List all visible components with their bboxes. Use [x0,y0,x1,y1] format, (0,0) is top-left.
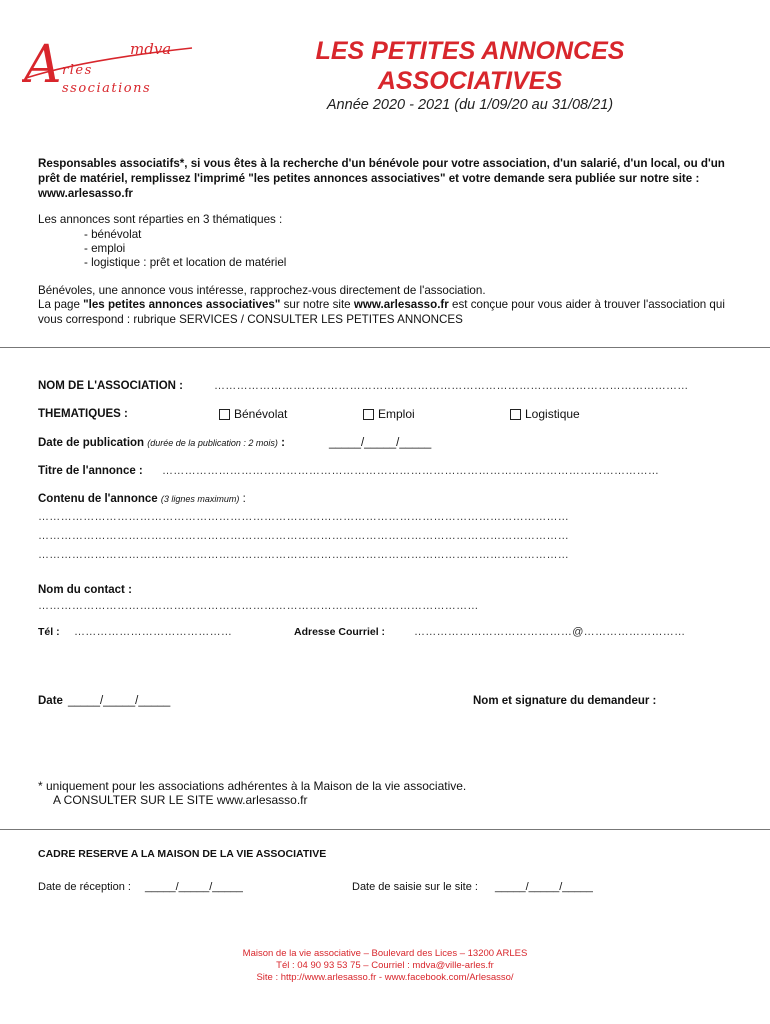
checkbox-benevolat-box[interactable] [219,409,230,420]
page-desc-part3: est conçue pour vous aider à trouver l'association qui vous correspond : rubrique SERVICES / CONSULTER LES PETITES ANNONCES [38,298,725,326]
intro-bold-paragraph [38,156,738,201]
page-title-line2: ASSOCIATIVES [377,67,563,95]
titre-annonce-field[interactable]: …………………………………………………………………………………………………………………… [162,465,660,477]
asterisk-note: * uniquement pour les associations adhérentes à la Maison de la vie associative. [38,779,467,793]
contenu-annonce-colon: : [242,493,246,505]
date-reception-label: Date de réception : [38,881,131,893]
page-description [38,297,738,327]
contenu-annonce-label: Contenu de l'annonce [38,493,158,505]
date-publication-label: Date de publication [38,437,145,449]
checkbox-logistique-label: Logistique [525,407,580,421]
logo-mdva: mdva [130,40,172,58]
adresse-courriel-label: Adresse Courriel : [294,626,386,638]
theme-logistique: - logistique : prêt et location de matériel [84,256,287,269]
nom-association-label: NOM DE L'ASSOCIATION : [38,380,183,392]
checkbox-logistique[interactable] [510,407,580,421]
page-desc-bold2: www.arlesasso.fr [353,298,449,311]
reserved-title: CADRE RESERVE A LA MAISON DE LA VIE ASSOCIATIVE [38,848,327,860]
date-reception-field[interactable]: _____/_____/_____ [145,881,243,893]
nom-contact-label: Nom du contact : [38,584,132,596]
signature-label: Nom et signature du demandeur : [473,695,657,707]
contenu-annonce-note: (3 lignes maximum) [160,494,240,504]
contenu-line-2[interactable]: …………………………………………………………………………………………………………………………… [38,530,570,542]
logo-line2: ssociations [62,81,152,96]
footer-address: Maison de la vie associative – Boulevard des Lices – 13200 ARLES [242,948,528,959]
adresse-courriel-field[interactable]: ……………………………………@……………………… [414,626,686,638]
nom-association-field[interactable]: ……………………………………………………………………………………………………………… [214,380,689,392]
intro-bold-text: Responsables associatifs*, si vous êtes à la recherche d'un bénévole pour votre association, d'un salarié, d'un local, ou d'un prêt de matériel, remplissez l'imprimé "les petites annonces associatives" et votre demande sera publiée sur notre site : www.arlesasso.fr [38,157,725,200]
theme-emploi: - emploi [84,242,126,255]
tel-field[interactable]: …………………………………… [74,626,233,638]
titre-annonce-label: Titre de l'annonce : [38,465,143,477]
checkbox-benevolat-label: Bénévolat [234,407,288,421]
checkbox-emploi[interactable] [363,407,415,421]
theme-benevolat: - bénévolat [84,228,142,241]
benevoles-line: Bénévoles, une annonce vous intéresse, rapprochez-vous directement de l'association. [38,284,486,297]
date-publication-colon: : [281,437,285,449]
date-saisie-field[interactable]: _____/_____/_____ [495,881,593,893]
themes-intro: Les annonces sont réparties en 3 thématiques : [38,213,283,226]
date-field[interactable]: _____/_____/_____ [68,695,171,707]
page-title-line1: LES PETITES ANNONCES [315,37,625,65]
checkbox-emploi-label: Emploi [378,407,415,421]
contenu-line-1[interactable]: …………………………………………………………………………………………………………………………… [38,511,570,523]
page-desc-bold1: "les petites annonces associatives" [83,298,281,311]
checkbox-logistique-box[interactable] [510,409,521,420]
checkbox-emploi-box[interactable] [363,409,374,420]
date-publication-row [38,437,285,449]
date-publication-note: (durée de la publication : 2 mois) [147,438,278,448]
logo-line1: rles [62,63,93,78]
mdva-arles-logo [22,30,202,100]
nom-contact-field[interactable]: ……………………………………………………………………………………………………… [38,600,479,612]
page-desc-part2: sur notre site [280,298,354,311]
logo-mark [22,30,202,100]
date-label: Date [38,695,63,707]
section-divider-top [0,347,770,348]
checkbox-benevolat[interactable] [219,407,287,421]
contenu-line-3[interactable]: …………………………………………………………………………………………………………………………… [38,549,570,561]
consulter-note: A CONSULTER SUR LE SITE www.arlesasso.fr [53,793,308,807]
footer-contact: Tél : 04 90 93 53 75 – Courriel : mdva@ville-arles.fr [276,960,494,971]
tel-label: Tél : [38,626,60,638]
contenu-annonce-row [38,493,246,505]
date-publication-field[interactable]: _____/_____/_____ [329,437,432,449]
thematiques-label: THEMATIQUES : [38,408,128,420]
logo-letter-a: A [24,35,62,95]
date-saisie-label: Date de saisie sur le site : [352,881,478,893]
page-desc-part1: La page [38,298,84,311]
footer-site: Site : http://www.arlesasso.fr - www.facebook.com/Arlesasso/ [256,972,514,983]
section-divider-bottom [0,829,770,830]
page-subtitle: Année 2020 - 2021 (du 1/09/20 au 31/08/21) [326,97,614,113]
